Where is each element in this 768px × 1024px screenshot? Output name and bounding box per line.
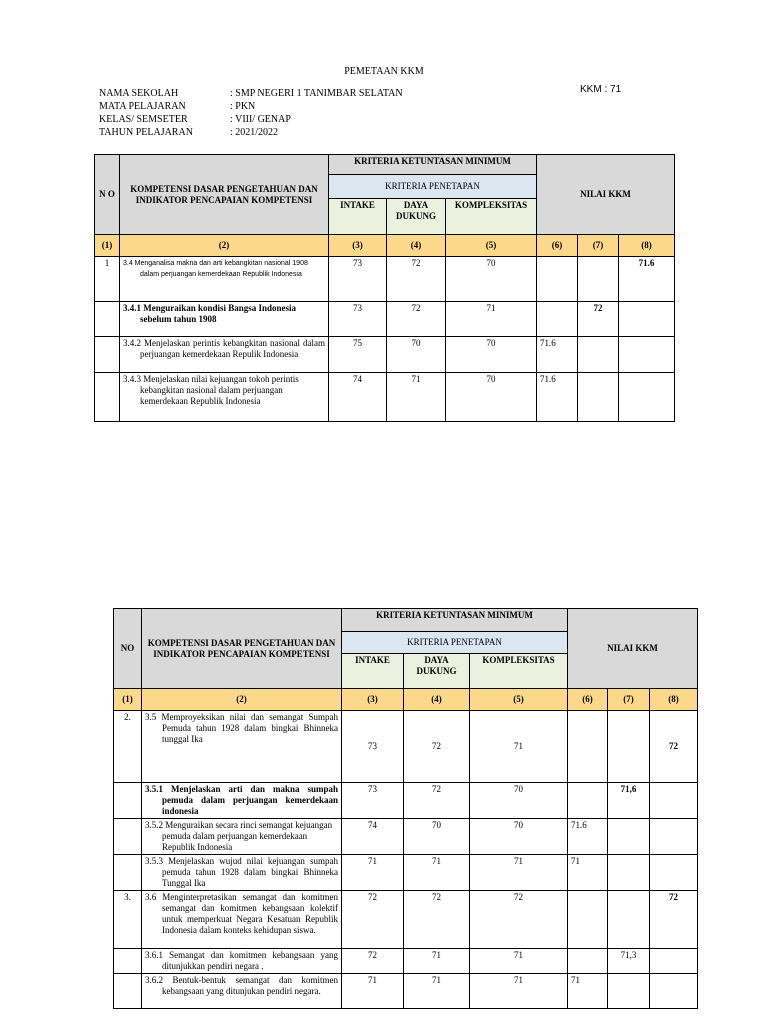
row-nilai-8: [650, 855, 698, 891]
row-kompleksitas: 71: [470, 855, 568, 891]
row-nilai-6: [568, 949, 608, 974]
column-number: (4): [387, 235, 446, 257]
column-number: (8): [650, 689, 698, 711]
row-nilai-7: 71,6: [608, 783, 650, 819]
header-kriteria-penetapan: KRITERIA PENETAPAN: [329, 175, 537, 199]
row-intake: 73: [329, 257, 387, 302]
info-label: NAMA SEKOLAH: [99, 88, 179, 99]
row-kompleksitas: 71: [470, 949, 568, 974]
row-nilai-6: 71: [568, 974, 608, 1009]
table-row: [95, 373, 675, 422]
column-number: (3): [329, 235, 387, 257]
column-number: (6): [537, 235, 578, 257]
column-number: (1): [95, 235, 120, 257]
row-intake: 74: [342, 819, 404, 855]
row-nilai-8: [650, 974, 698, 1009]
row-no: 2.: [114, 711, 142, 783]
info-value: : SMP NEGERI 1 TANIMBAR SELATAN: [230, 88, 403, 99]
kkm-value: KKM : 71: [580, 84, 622, 95]
row-no: 3.: [114, 891, 142, 949]
row-kompleksitas: 70: [446, 257, 537, 302]
row-nilai-8: 72: [650, 711, 698, 783]
row-no: 1: [95, 257, 120, 302]
info-row-year: [99, 126, 403, 139]
row-nilai-7: [608, 819, 650, 855]
table-row: [114, 783, 698, 819]
table-row: [114, 819, 698, 855]
row-nilai-6: [537, 257, 578, 302]
row-nilai-8: [650, 819, 698, 855]
row-nilai-7: [578, 373, 619, 422]
table-row: [95, 302, 675, 337]
row-nilai-7: [578, 257, 619, 302]
row-daya-dukung: 71: [404, 855, 470, 891]
row-kompetensi: 3.5.3 Menjelaskan wujud nilai kejuangan sumpah pemuda tahun 1928 dalam bingkai Bhinneka Tunggal Ika: [142, 855, 342, 891]
row-kompleksitas: 72: [470, 891, 568, 949]
row-kompleksitas: 70: [446, 373, 537, 422]
row-no: [95, 337, 120, 373]
row-no: [114, 949, 142, 974]
row-no: [95, 302, 120, 337]
header-kompetensi: KOMPETENSI DASAR PENGETAHUAN DAN INDIKATOR PENCAPAIAN KOMPETENSI: [120, 155, 329, 235]
row-kompetensi: 3.5.1 Menjelaskan arti dan makna sumpah pemuda dalam perjuangan kemerdekaan indonesia: [142, 783, 342, 819]
header-intake: INTAKE: [342, 654, 404, 689]
info-row-school: [99, 87, 403, 100]
row-daya-dukung: 70: [387, 337, 446, 373]
column-number: (7): [578, 235, 619, 257]
row-no: [114, 855, 142, 891]
row-intake: 72: [342, 891, 404, 949]
table-row: [114, 949, 698, 974]
school-info: [99, 87, 403, 139]
row-intake: 72: [342, 949, 404, 974]
row-kompetensi: 3.4 Menganalisa makna dan arti kebangkitan nasional 1908 dalam perjuangan kemerdekaan Republik Indonesia: [120, 257, 329, 302]
row-intake: 71: [342, 855, 404, 891]
column-number-row: [114, 689, 698, 711]
info-row-class: [99, 113, 403, 126]
kkm-table-2: [113, 608, 698, 1009]
row-nilai-6: 71: [568, 855, 608, 891]
info-label: MATA PELAJARAN: [99, 101, 186, 112]
row-intake: 71: [342, 974, 404, 1009]
row-kompleksitas: 70: [470, 819, 568, 855]
row-kompetensi: 3.6 Menginterpretasikan semangat dan komitmen semangat dan komitmen kebangsaan kolektif untuk memperkuat Negara Kesatuan Republik Indonesia dalam konteks kehidupan siswa.: [142, 891, 342, 949]
column-number: (2): [120, 235, 329, 257]
row-kompleksitas: 71: [470, 974, 568, 1009]
row-daya-dukung: 71: [404, 974, 470, 1009]
row-nilai-8: [619, 373, 675, 422]
row-intake: 73: [342, 783, 404, 819]
row-nilai-6: 71.6: [537, 337, 578, 373]
row-nilai-6: [568, 891, 608, 949]
row-daya-dukung: 72: [404, 783, 470, 819]
header-daya-dukung: DAYA DUKUNG: [387, 199, 446, 235]
row-nilai-7: [578, 337, 619, 373]
row-intake: 73: [342, 711, 404, 783]
row-nilai-6: [537, 302, 578, 337]
row-daya-dukung: 71: [387, 373, 446, 422]
header-kkm: KRITERIA KETUNTASAN MINIMUM: [329, 155, 537, 175]
header-no: NO: [114, 609, 142, 689]
row-intake: 73: [329, 302, 387, 337]
row-kompetensi: 3.6.1 Semangat dan komitmen kebangsaan yang ditunjukkan pendiri negara .: [142, 949, 342, 974]
row-nilai-8: 72: [650, 891, 698, 949]
table-row: [114, 711, 698, 783]
row-daya-dukung: 72: [387, 257, 446, 302]
header-nilai-kkm: NILAI KKM: [568, 609, 698, 689]
row-daya-dukung: 71: [404, 949, 470, 974]
row-kompetensi: 3.4.1 Menguraikan kondisi Bangsa Indonesia sebelum tahun 1908: [120, 302, 329, 337]
row-kompleksitas: 71: [446, 302, 537, 337]
row-daya-dukung: 70: [404, 819, 470, 855]
row-no: [95, 373, 120, 422]
info-value: : VIII/ GENAP: [230, 114, 291, 125]
row-nilai-8: 71.6: [619, 257, 675, 302]
row-kompetensi: 3.4.3 Menjelaskan nilai kejuangan tokoh perintis kebangkitan nasional dalam perjuangan kemerdekaan Republik Indonesia: [120, 373, 329, 422]
row-kompleksitas: 70: [446, 337, 537, 373]
row-nilai-6: 71.6: [568, 819, 608, 855]
column-number: (5): [446, 235, 537, 257]
table-row: [114, 974, 698, 1009]
header-intake: INTAKE: [329, 199, 387, 235]
row-kompetensi: 3.6.2 Bentuk-bentuk semangat dan komitmen kebangsaan yang ditunjukan pendiri negara.: [142, 974, 342, 1009]
row-nilai-8: [619, 337, 675, 373]
row-nilai-7: [608, 891, 650, 949]
row-nilai-7: [608, 974, 650, 1009]
info-value: : PKN: [230, 101, 256, 112]
column-number-row: [95, 235, 675, 257]
row-daya-dukung: 72: [387, 302, 446, 337]
row-nilai-6: 71.6: [537, 373, 578, 422]
column-number: (2): [142, 689, 342, 711]
column-number: (6): [568, 689, 608, 711]
row-nilai-7: 71,3: [608, 949, 650, 974]
table-row: [114, 855, 698, 891]
header-kkm: KRITERIA KETUNTASAN MINIMUM: [342, 609, 568, 632]
column-number: (5): [470, 689, 568, 711]
column-number: (8): [619, 235, 675, 257]
table-row: [95, 257, 675, 302]
row-kompleksitas: 70: [470, 783, 568, 819]
column-number: (4): [404, 689, 470, 711]
table-row: [114, 891, 698, 949]
header-kompleksitas: KOMPLEKSITAS: [446, 199, 537, 235]
row-intake: 75: [329, 337, 387, 373]
row-daya-dukung: 72: [404, 711, 470, 783]
table-row: [95, 337, 675, 373]
row-intake: 74: [329, 373, 387, 422]
column-number: (7): [608, 689, 650, 711]
row-kompetensi: 3.4.2 Menjelaskan perintis kebangkitan nasional dalam perjuangan kemerdekaan Repulik Indonesia: [120, 337, 329, 373]
header-kriteria-penetapan: KRITERIA PENETAPAN: [342, 632, 568, 654]
kkm-table-1: [94, 154, 675, 422]
column-number: (1): [114, 689, 142, 711]
header-kompleksitas: KOMPLEKSITAS: [470, 654, 568, 689]
row-nilai-6: [568, 783, 608, 819]
row-no: [114, 974, 142, 1009]
info-value: : 2021/2022: [230, 127, 279, 138]
row-nilai-8: [619, 302, 675, 337]
row-nilai-7: [608, 855, 650, 891]
header-nilai-kkm: NILAI KKM: [537, 155, 675, 235]
row-nilai-8: [650, 783, 698, 819]
row-nilai-8: [650, 949, 698, 974]
row-no: [114, 783, 142, 819]
info-row-subject: [99, 100, 403, 113]
page-title: PEMETAAN KKM: [344, 66, 424, 77]
info-label: KELAS/ SEMSETER: [99, 114, 188, 125]
row-nilai-7: [608, 711, 650, 783]
info-label: TAHUN PELAJARAN: [99, 127, 193, 138]
row-kompetensi: 3.5 Memproyeksikan nilai dan semangat Sumpah Pemuda tahun 1928 dalam bingkai Bhinneka tunggal Ika: [142, 711, 342, 783]
header-daya-dukung: DAYA DUKUNG: [404, 654, 470, 689]
header-no: N O: [95, 155, 120, 235]
row-kompetensi: 3.5.2 Menguraikan secara rinci semangat kejuangan pemuda dalam perjuangan kemerdekaan Republik Indonesia: [142, 819, 342, 855]
row-no: [114, 819, 142, 855]
row-kompleksitas: 71: [470, 711, 568, 783]
row-daya-dukung: 72: [404, 891, 470, 949]
row-nilai-6: [568, 711, 608, 783]
header-kompetensi: KOMPETENSI DASAR PENGETAHUAN DAN INDIKATOR PENCAPAIAN KOMPETENSI: [142, 609, 342, 689]
row-nilai-7: 72: [578, 302, 619, 337]
column-number: (3): [342, 689, 404, 711]
